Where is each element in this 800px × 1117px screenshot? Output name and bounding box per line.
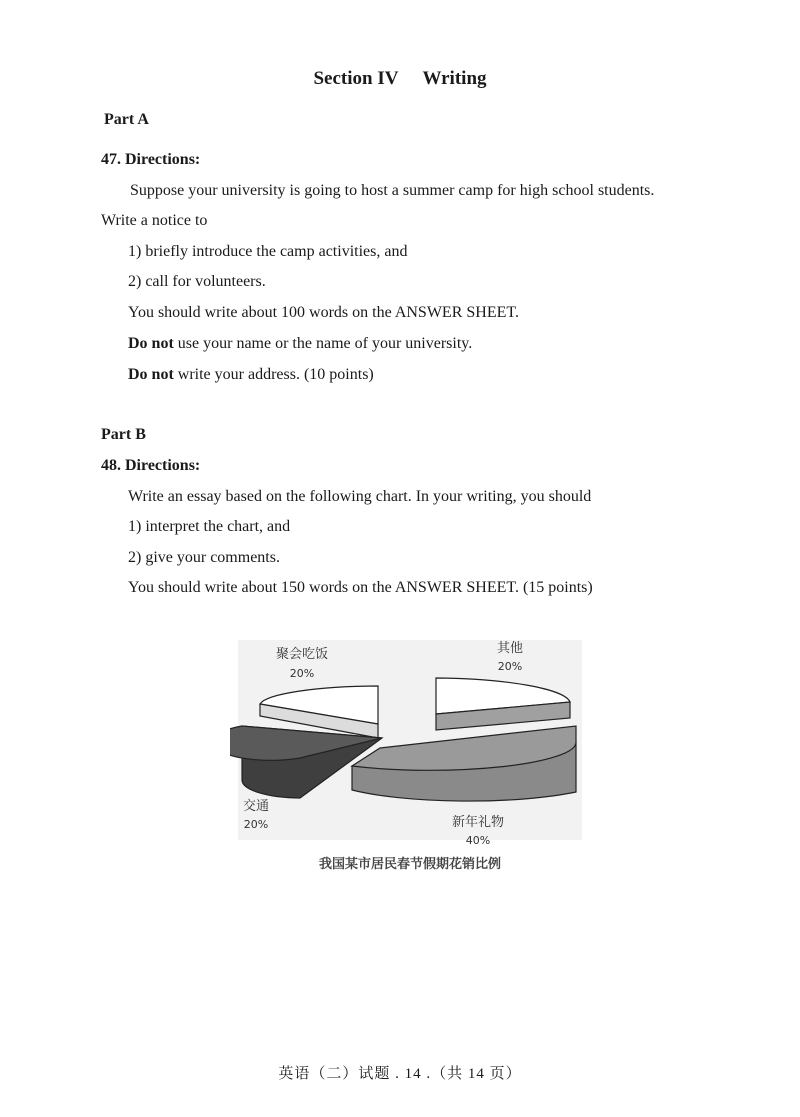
section-subtitle: Writing (422, 68, 487, 89)
section-number: Section IV (313, 68, 399, 89)
question-47-heading: 47. Directions: (101, 151, 201, 168)
label-gift-pct: 40% (465, 834, 491, 847)
spending-pie-chart (230, 630, 590, 880)
section-title (0, 68, 800, 90)
label-other: 其他 (496, 641, 524, 656)
page-footer: 英语（二）试题 . 14 .（共 14 页） (278, 1066, 522, 1082)
q47-rule-2-text: write your address. (10 points) (173, 366, 374, 383)
question-48-heading: 48. Directions: (101, 457, 201, 474)
part-b-heading: Part B (101, 426, 146, 443)
q47-line-2: Write a notice to (101, 212, 208, 229)
label-other-pct: 20% (497, 660, 523, 673)
q48-item-1: 1) interpret the chart, and (128, 518, 291, 535)
q47-item-1: 1) briefly introduce the camp activities, and (128, 243, 408, 260)
q48-word-count: You should write about 150 words on the ANSWER SHEET. (15 points) (128, 579, 593, 596)
label-dining-pct: 20% (289, 667, 315, 680)
label-transport: 交通 (242, 799, 270, 814)
q47-rule-1-emphasis: Do not (128, 335, 174, 352)
q48-line-1: Write an essay based on the following chart. In your writing, you should (128, 488, 592, 505)
q47-rule-1-text: use your name or the name of your university. (173, 335, 473, 352)
q47-item-2: 2) call for volunteers. (128, 273, 266, 290)
label-transport-pct: 20% (243, 818, 269, 831)
q47-rule-2-emphasis: Do not (128, 366, 174, 383)
q47-line-1: Suppose your university is going to host a summer camp for high school students. (130, 182, 655, 199)
part-a-heading: Part A (104, 111, 149, 128)
label-gift: 新年礼物 (451, 815, 505, 830)
q47-word-count: You should write about 100 words on the ANSWER SHEET. (128, 304, 519, 321)
chart-title: 我国某市居民春节假期花销比例 (318, 857, 502, 872)
q47-rule-2 (128, 366, 374, 384)
q47-rule-1 (128, 335, 472, 353)
q48-item-2: 2) give your comments. (128, 549, 280, 566)
label-dining: 聚会吃饭 (275, 647, 329, 662)
